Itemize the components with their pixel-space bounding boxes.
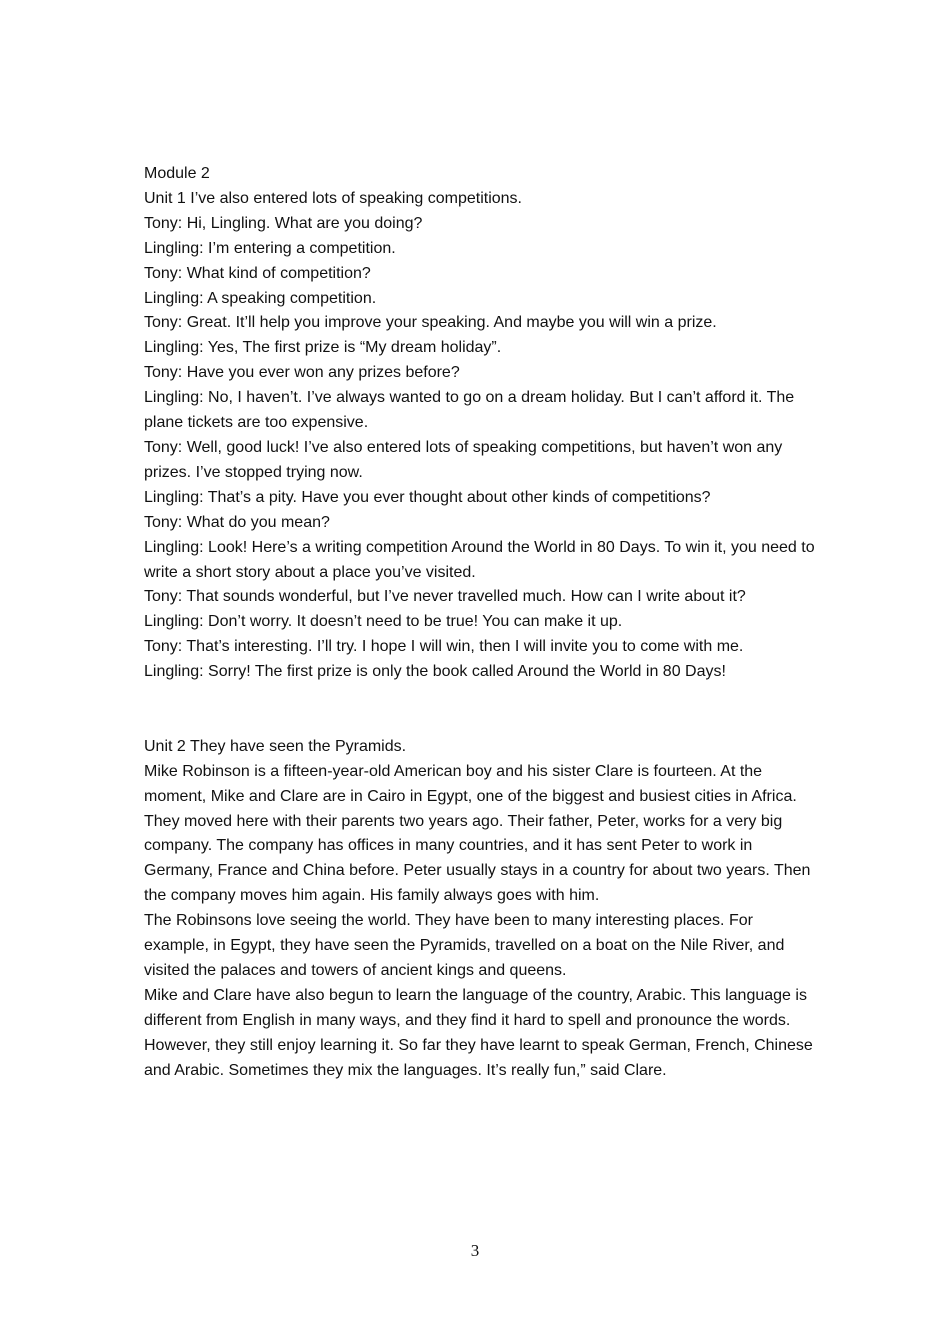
dialogue-line: Tony: Great. It’ll help you improve your speaking. And maybe you will win a prize. [144, 314, 717, 332]
document-body [144, 162, 820, 1084]
dialogue-line: Lingling: Yes, The first prize is “My dream holiday”. [144, 339, 502, 357]
dialogue-line: Lingling: No, I haven’t. I’ve always wanted to go on a dream holiday. But I can’t afford it. The plane tickets are too expensive. [144, 389, 799, 432]
dialogue-line: Lingling: Don’t worry. It doesn’t need to be true! You can make it up. [144, 613, 623, 631]
section-gap [144, 685, 816, 735]
page-number: 3 [470, 1241, 480, 1260]
dialogue-line: Tony: What do you mean? [144, 513, 330, 531]
dialogue-line: Tony: Have you ever won any prizes before? [144, 364, 460, 382]
paragraph: The Robinsons love seeing the world. They have been to many interesting places. For example, in Egypt, they have seen the Pyramids, travelled on a boat on the Nile River, and visited the palaces and towers of ancient kings and queens. [144, 912, 789, 979]
paragraph: Mike Robinson is a fifteen-year-old American boy and his sister Clare is fourteen. At the moment, Mike and Clare are in Cairo in Egypt, one of the biggest and busiest cities in Africa. [144, 762, 797, 805]
dialogue-line: Lingling: Look! Here’s a writing competition Around the World in 80 Days. To win it, you need to write a short story about a place you’ve visited. [144, 538, 820, 581]
module-title: Module 2 [144, 165, 210, 182]
dialogue-line: Lingling: That’s a pity. Have you ever thought about other kinds of competitions? [144, 488, 711, 506]
paragraph: They moved here with their parents two years ago. Their father, Peter, works for a very big company. The company has offices in many countries, and it has sent Peter to work in Germany, France and China before. Peter usually stays in a country for about two years. Then the company moves him again. His family always goes with him. [144, 812, 815, 905]
dialogue-line: Tony: What kind of competition? [144, 264, 371, 282]
paragraph: Mike and Clare have also begun to learn the language of the country, Arabic. This language is different from English in many ways, and they find it hard to spell and pronounce the words. However, they still enjoy learning it. So far they have learnt to speak German, French, Chinese and Arabic. Sometimes they mix the languages. It’s really fun,” said Clare. [144, 986, 818, 1079]
dialogue-line: Lingling: Sorry! The first prize is only the book called Around the World in 80 Days! [144, 663, 726, 681]
dialogue-line: Tony: That sounds wonderful, but I’ve never travelled much. How can I write about it? [144, 588, 746, 606]
dialogue-line: Tony: Hi, Lingling. What are you doing? [144, 214, 423, 232]
dialogue-line: Tony: Well, good luck! I’ve also entered lots of speaking competitions, but haven’t won any prizes. I’ve stopped trying now. [144, 438, 787, 481]
dialogue-line: Lingling: I’m entering a competition. [144, 239, 396, 257]
dialogue-line: Lingling: A speaking competition. [144, 289, 377, 307]
dialogue-line: Tony: That’s interesting. I’ll try. I hope I will win, then I will invite you to come with me. [144, 638, 744, 656]
unit1-title: Unit 1 I’ve also entered lots of speaking competitions. [144, 189, 522, 207]
unit2-title: Unit 2 They have seen the Pyramids. [144, 737, 407, 755]
